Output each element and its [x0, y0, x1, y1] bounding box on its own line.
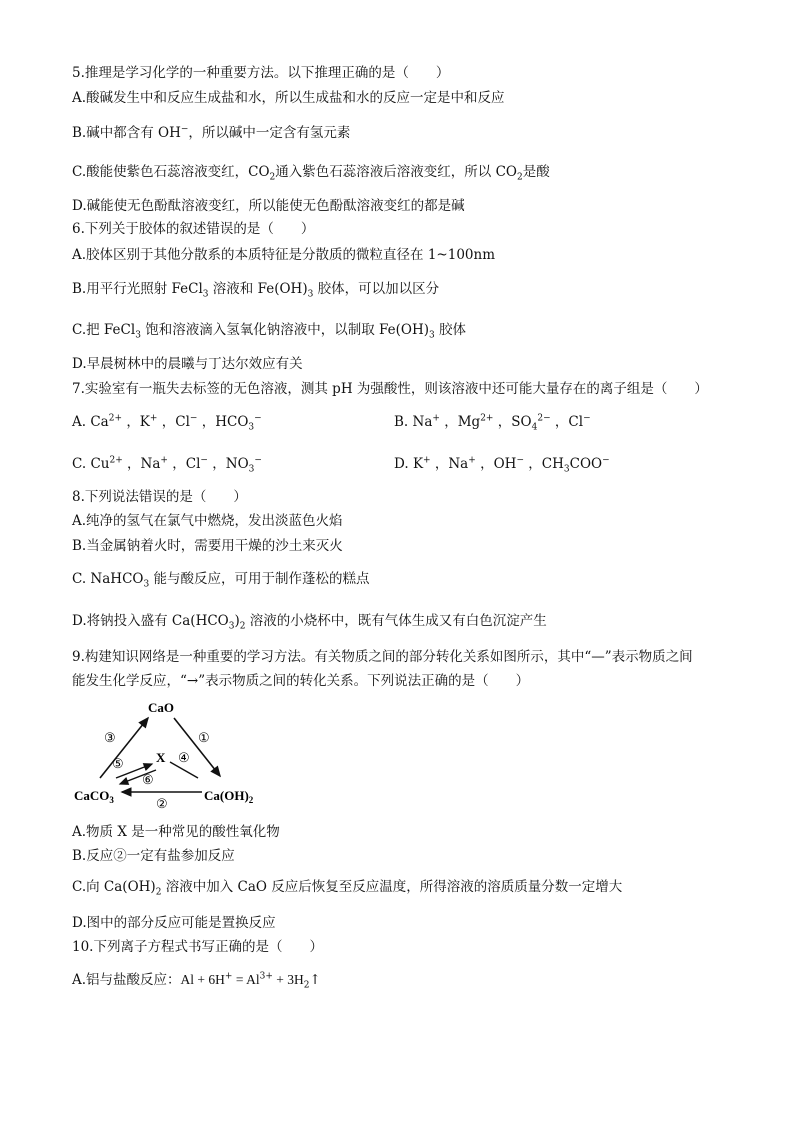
node-caoh2: $Ca(OH)_2$ — [204, 788, 254, 805]
q5-option-a: A.酸碱发生中和反应生成盐和水，所以生成盐和水的反应一定是中和反应 — [72, 90, 505, 106]
q8-option-c: C. NaHCO$_3$ 能与酸反应，可用于制作蓬松的糕点 — [72, 571, 370, 590]
label-4: ④ — [178, 750, 190, 765]
label-6: ⑥ — [142, 772, 154, 787]
q7-stem: 7.实验室有一瓶失去标签的无色溶液，测其 pH 为强酸性，则该溶液中还可能大量存在的离子组是（ ） — [72, 381, 708, 397]
q5-option-d: D.碱能使无色酚酞溶液变红，所以能使无色酚酞溶液变红的都是碱 — [72, 198, 465, 214]
q7-option-d: D. K+ ，Na+ ，OH− ，$CH_3COO^-$ — [394, 455, 610, 475]
q9-conversion-diagram — [70, 696, 270, 812]
q6-option-c: C.把 FeCl$_3$ 饱和溶液滴入氢氧化钠溶液中，以制取 $Fe(OH)_3$ 胶体 — [72, 322, 467, 341]
q5-option-c: C.酸能使紫色石蕊溶液变红，$CO_2$通入紫色石蕊溶液后溶液变红，所以 $CO_2$是酸 — [72, 164, 550, 183]
q7-option-c: C. $Cu^{2+}$ ，Na+ ，Cl− ，$NO_3^-$ — [72, 455, 262, 475]
gas-arrow-icon: ↑ — [309, 972, 321, 988]
node-x: X — [156, 750, 166, 765]
q7-option-b: B. Na+ ，$Mg^{2+}$ ，$SO_4^{2-}$ ，Cl− — [394, 413, 591, 433]
q10-stem: 10.下列离子方程式书写正确的是（ ） — [72, 939, 323, 955]
q9-option-d: D.图中的部分反应可能是置换反应 — [72, 915, 276, 931]
label-1: ① — [198, 730, 210, 745]
q9-stem-line2: 能发生化学反应，“→”表示物质之间的转化关系。下列说法正确的是（ ） — [72, 673, 530, 689]
label-5: ⑤ — [112, 756, 124, 771]
q9-option-a: A.物质 X 是一种常见的酸性氧化物 — [72, 824, 280, 840]
q6-stem: 6.下列关于胶体的叙述错误的是（ ） — [72, 221, 315, 237]
q9-option-c: C.向 $Ca(OH)_2$ 溶液中加入 CaO 反应后恢复至反应温度，所得溶液的溶质质量分数一定增大 — [72, 879, 623, 898]
label-2: ② — [156, 796, 168, 811]
q6-option-d: D.早晨树林中的晨曦与丁达尔效应有关 — [72, 356, 303, 372]
q6-option-a: A.胶体区别于其他分散系的本质特征是分散质的微粒直径在 1~100nm — [72, 247, 495, 263]
node-caco3: CaCO$_3$ — [74, 788, 114, 805]
q8-stem: 8.下列说法错误的是（ ） — [72, 489, 247, 505]
q7-option-a: A. $Ca^{2+}$ ，K+ ，Cl− ，$HCO_3^-$ — [72, 413, 262, 433]
q5-stem: 5.推理是学习化学的一种重要方法。以下推理正确的是（ ） — [72, 65, 450, 81]
node-cao: CaO — [148, 700, 174, 715]
q9-option-b: B.反应②一定有盐参加反应 — [72, 848, 235, 864]
q5-option-b: B.碱中都含有 OH−，所以碱中一定含有氢元素 — [72, 124, 351, 141]
q8-option-a: A.纯净的氢气在氯气中燃烧，发出淡蓝色火焰 — [72, 513, 343, 529]
label-3: ③ — [104, 730, 116, 745]
q6-option-b: B.用平行光照射 FeCl$_3$ 溶液和 $Fe(OH)_3$ 胶体，可以加以区分 — [72, 281, 440, 300]
q8-option-d: D.将钠投入盛有 $Ca(HCO_3)_2$ 溶液的小烧杯中，既有气体生成又有白色沉淀产生 — [72, 613, 547, 632]
q8-option-b: B.当金属钠着火时，需要用干燥的沙土来灭火 — [72, 538, 343, 554]
q9-stem-line1: 9.构建知识网络是一种重要的学习方法。有关物质之间的部分转化关系如图所示，其中“—”表示物质之间 — [72, 649, 693, 665]
arrow-1 — [174, 718, 220, 776]
q10-option-a: A.铝与盐酸反应：$Al + 6H^+ = Al^{3+}$ + $3H_2↑$ — [72, 971, 321, 991]
